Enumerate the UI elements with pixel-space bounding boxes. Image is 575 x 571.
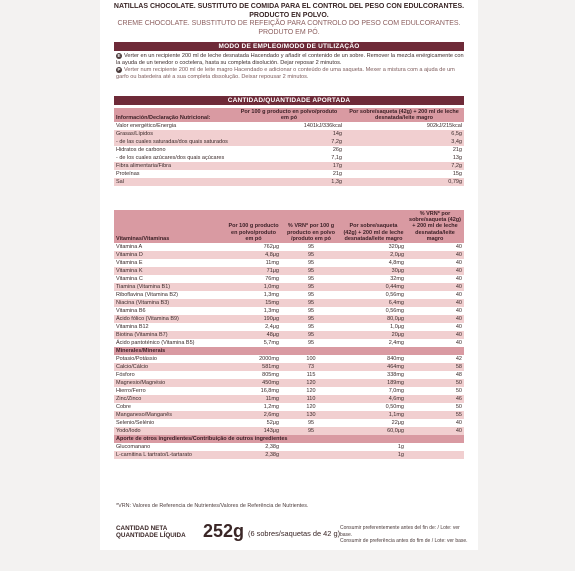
per-100g-vrn: 95: [281, 251, 341, 259]
nutrient-label: Valor energético/Energia: [116, 123, 177, 130]
per-serving-vrn: 46: [406, 395, 464, 403]
other-ingredient-row: [114, 451, 464, 459]
language-es-icon: E: [117, 53, 121, 58]
per-100g-vrn: 95: [307, 260, 315, 267]
per-serving-vrn: [406, 443, 464, 451]
per-serving-vrn: 40: [406, 315, 464, 323]
language-pt-icon: P: [117, 67, 121, 72]
per-100g-value: 52μg: [266, 420, 279, 427]
product-header: [100, 3, 478, 37]
per-serving-vrn: 40: [455, 324, 462, 331]
minerals-title: Minerales/Minerais: [114, 347, 464, 355]
nutrient-label: Vitamina B6: [116, 308, 146, 315]
per-serving-vrn: 48: [455, 372, 462, 379]
per-serving-vrn: 40: [455, 292, 462, 299]
nutrient-label: Hierro/Ferro: [116, 388, 146, 395]
per-100g-value: 16,8mg: [260, 388, 279, 395]
nutrient-label: L-carnitina L tartrato/L-tartarato: [114, 451, 226, 459]
per-serving-value: 6,5g: [344, 130, 464, 138]
nutrition-header-col1: Por 100 g producto en polvo/produto em pó: [234, 108, 344, 122]
per-100g-value: 11mg: [226, 395, 281, 403]
per-100g-value: 5,7mg: [263, 340, 279, 347]
per-serving-value: 1,1mg: [341, 411, 406, 419]
per-100g-vrn: 115: [306, 372, 316, 379]
vitamins-header-row: [114, 210, 464, 243]
per-serving-value: 3,4g: [344, 138, 464, 146]
per-100g-value: 2000mg: [259, 356, 279, 363]
vitamins-header-label: Vitaminas/Vitaminas: [114, 210, 226, 243]
per-serving-value: 0,79g: [344, 178, 464, 186]
per-serving-vrn: 50: [406, 379, 464, 387]
vitamin-row: [114, 291, 464, 299]
per-serving-value: 4,6mg: [341, 395, 406, 403]
per-100g-value: 762μg: [263, 244, 279, 251]
per-100g-value: 4,8μg: [226, 251, 281, 259]
nutrient-label: Ácido pantoténico (Vitamina B5): [116, 340, 195, 347]
per-serving-value: 320μg: [388, 244, 404, 251]
per-serving-value: 464mg: [341, 363, 406, 371]
mineral-row: [114, 355, 464, 363]
per-100g-vrn: 95: [307, 340, 315, 347]
nutrient-label: Ácido fólico (Vitamina B9): [114, 315, 226, 323]
per-serving-value: 80,0μg: [341, 315, 406, 323]
per-100g-value: 1,0mg: [226, 283, 281, 291]
per-100g-vrn: 120: [306, 404, 316, 411]
per-100g-value: 190μg: [226, 315, 281, 323]
per-serving-value: 30μg: [341, 267, 406, 275]
nutrition-row: [114, 170, 464, 178]
net-quantity-label-es: CANTIDAD NETA: [116, 525, 168, 532]
nutrient-label: Yodo/Iodo: [114, 427, 226, 435]
other-ingredient-row: [114, 443, 464, 451]
per-100g-value: 1,3mg: [263, 308, 279, 315]
vitamin-row: [114, 283, 464, 291]
per-100g-value: 1,3g: [234, 178, 344, 186]
per-100g-value: 14g: [234, 130, 344, 138]
per-serving-vrn: 40: [406, 331, 464, 339]
per-100g-vrn: 95: [281, 427, 341, 435]
per-serving-vrn: [406, 451, 464, 459]
nutrient-label: Calcio/Cálcio: [114, 363, 226, 371]
per-100g-value: 1,2mg: [263, 404, 279, 411]
per-serving-value: 60,0μg: [341, 427, 406, 435]
vitamin-row: [114, 243, 464, 251]
nutrition-row: [114, 154, 464, 162]
nutrient-label: Proteínas: [116, 171, 140, 178]
per-100g-vrn: 95: [307, 276, 315, 283]
per-100g-vrn: 95: [307, 308, 315, 315]
best-before-text: [340, 525, 470, 545]
header-es-subtitle: PRODUCTO EN POLVO.: [249, 11, 329, 19]
best-before-es: Consumir preferentemente antes del fin de: / Lote: ver base.: [340, 525, 460, 538]
per-serving-value: 13g: [452, 155, 462, 162]
nutrition-header-row: [114, 108, 464, 122]
modo-es-paragraph: [116, 53, 464, 67]
vitamin-row: [114, 323, 464, 331]
per-100g-value: 21g: [332, 171, 342, 178]
modo-es-text: Verter en un recipiente 200 ml de leche desnatada Hacendado y añadir el contenido de un sobre. Remover la mezcla enérgicamente con la ayuda de un tenedor o coctelera, hasta su completa disolución. Dejar reposar 2 minutos.: [116, 53, 464, 66]
modo-pt-text: Verter num recipiente 200 ml de leite magro Hacendado e adicionar o conteúdo de uma saqueta. Mexer a mistura com a ajuda de um garfo ou batedeira até a sua completa dissolução. Deixar repousar 2 minutos.: [116, 67, 455, 80]
per-serving-vrn: 40: [406, 251, 464, 259]
per-100g-vrn: 95: [281, 299, 341, 307]
net-quantity-label-pt: QUANTIDADE LÍQUIDA: [116, 532, 186, 540]
per-100g-value: 11mg: [265, 260, 279, 267]
per-serving-value: 1g: [397, 444, 404, 451]
nutrition-row: [114, 138, 464, 146]
vitamins-header-col3: Por sobre/saqueta (42g) + 200 ml de leche desnatada/leite magro: [341, 210, 406, 243]
nutrient-label: Biotina (Vitamina B7): [114, 331, 226, 339]
per-100g-value: 7,1g: [331, 155, 342, 162]
nutrient-label: Hidratos de carbono: [116, 147, 166, 154]
nutrition-label-card: [100, 0, 478, 550]
nutrient-label: Magnesio/Magnésio: [114, 379, 226, 387]
nutrient-label: - de las cuales saturadas/dos quais saturados: [114, 138, 234, 146]
header-pt-title: CREME CHOCOLATE. SUBSTITUTO DE REFEIÇÃO PARA CONTROLO DO PESO COM EDULCORANTES.: [117, 20, 461, 28]
vitamins-header-col2: % VRN* por 100 g producto en polvo /produto em pó: [281, 210, 341, 243]
best-before-pt: Consumir de preferência antes do fim de / Lote: ver base.: [340, 538, 468, 544]
per-serving-value: 0,56mg: [385, 308, 404, 315]
per-serving-vrn: 40: [455, 308, 462, 315]
per-100g-vrn: 95: [307, 244, 315, 251]
per-100g-value: 805mg: [262, 372, 279, 379]
vitamin-row: [114, 339, 464, 347]
mineral-row: [114, 379, 464, 387]
per-serving-vrn: 50: [455, 388, 462, 395]
net-quantity-label: [116, 525, 186, 540]
per-serving-value: 1,0μg: [390, 324, 404, 331]
per-serving-value: 6,4mg: [341, 299, 406, 307]
per-serving-value: 2,4mg: [388, 340, 404, 347]
per-100g-value: 450mg: [226, 379, 281, 387]
per-100g-value: 2,4μg: [265, 324, 279, 331]
per-100g-value: 76mg: [265, 276, 279, 283]
vrn-footnote: *VRN: Valores de Referencia de Nutrientes/Valores de Referência de Nutrientes.: [116, 503, 309, 509]
per-100g-value: 71μg: [226, 267, 281, 275]
per-serving-value: 20μg: [341, 331, 406, 339]
nutrient-label: Sal: [114, 178, 234, 186]
nutrient-label: Zinc/Zinco: [114, 395, 226, 403]
nutrient-label: Vitamina E: [116, 260, 143, 267]
per-serving-value: 15g: [452, 171, 462, 178]
per-serving-value: 189mg: [341, 379, 406, 387]
nutrition-header-label: Información/Declaração Nutricional:: [114, 108, 234, 122]
per-100g-vrn: 100: [306, 356, 316, 363]
per-serving-value: 32mg: [390, 276, 404, 283]
nutrient-label: Cobre: [116, 404, 131, 411]
per-serving-value: 0,44mg: [341, 283, 406, 291]
per-100g-vrn: 95: [281, 283, 341, 291]
per-serving-value: 0,56mg: [385, 292, 404, 299]
per-serving-vrn: 40: [406, 427, 464, 435]
per-100g-vrn: 95: [307, 324, 315, 331]
per-serving-value: 338mg: [387, 372, 404, 379]
other-ingredients-title: Aporte de otros ingredientes/Contribuição de outros ingredientes: [114, 435, 464, 443]
modo-empleo-text: [116, 53, 464, 81]
per-100g-vrn: 110: [281, 395, 341, 403]
vitamin-row: [114, 251, 464, 259]
per-serving-vrn: 40: [406, 299, 464, 307]
per-100g-vrn: 130: [281, 411, 341, 419]
nutrient-label: Fósforo: [116, 372, 135, 379]
per-serving-vrn: 55: [406, 411, 464, 419]
per-100g-vrn: 120: [281, 379, 341, 387]
per-serving-vrn: 42: [455, 356, 462, 363]
net-quantity-value: 252g: [203, 521, 245, 541]
per-serving-value: 840mg: [387, 356, 404, 363]
per-100g-vrn: [281, 443, 341, 451]
mineral-row: [114, 403, 464, 411]
per-serving-vrn: 58: [406, 363, 464, 371]
nutrient-label: Vitamina D: [114, 251, 226, 259]
nutrition-row: [114, 162, 464, 170]
mineral-row: [114, 411, 464, 419]
vitamin-row: [114, 299, 464, 307]
per-100g-vrn: 95: [307, 292, 315, 299]
vitamin-row: [114, 259, 464, 267]
modo-empleo-title: MODO DE EMPLEO/MODO DE UTILIZAÇÃO: [114, 42, 464, 51]
vitamins-table: [114, 210, 464, 459]
vitamin-row: [114, 267, 464, 275]
cantidad-title: CANTIDAD/QUANTIDADE APORTADA: [114, 96, 464, 105]
net-quantity-footer: [114, 520, 468, 544]
per-serving-value: 902kJ/215kcal: [426, 123, 462, 130]
nutrient-label: Potasio/Potássio: [116, 356, 157, 363]
per-100g-vrn: 120: [306, 388, 316, 395]
per-100g-value: 581mg: [226, 363, 281, 371]
per-serving-value: 7,0mg: [388, 388, 404, 395]
nutrient-label: Fibra alimentaria/Fibra: [114, 162, 234, 170]
nutrition-table: [114, 108, 464, 186]
per-serving-vrn: 40: [455, 260, 462, 267]
per-serving-value: 0,50mg: [385, 404, 404, 411]
per-100g-vrn: 73: [281, 363, 341, 371]
nutrition-header-col2: Por sobre/saqueta (42g) + 200 ml de leche desnatada/leite magro: [344, 108, 464, 122]
per-100g-value: 17g: [234, 162, 344, 170]
header-pt-subtitle: PRODUTO EM PÓ.: [258, 28, 320, 36]
vitamin-row: [114, 331, 464, 339]
per-serving-value: 7,2g: [344, 162, 464, 170]
mineral-row: [114, 427, 464, 435]
nutrient-label: Selenio/Selénio: [116, 420, 155, 427]
per-100g-value: 143μg: [226, 427, 281, 435]
vitamin-row: [114, 307, 464, 315]
nutrition-row: [114, 130, 464, 138]
mineral-row: [114, 371, 464, 379]
per-serving-vrn: 40: [406, 267, 464, 275]
per-100g-vrn: [281, 451, 341, 459]
mineral-row: [114, 419, 464, 427]
nutrient-label: Riboflavina (Vitamina B2): [116, 292, 178, 299]
mineral-row: [114, 363, 464, 371]
per-serving-value: 1g: [341, 451, 406, 459]
vitamins-header-col1: Por 100 g producto en polvo/produto em pó: [226, 210, 281, 243]
per-serving-value: 4,8mg: [388, 260, 404, 267]
mineral-row: [114, 395, 464, 403]
per-serving-vrn: 40: [406, 283, 464, 291]
mineral-row: [114, 387, 464, 395]
per-100g-vrn: 95: [281, 331, 341, 339]
minerals-header-row: [114, 347, 464, 355]
modo-pt-paragraph: [116, 67, 464, 81]
per-100g-value: 2,38g: [226, 451, 281, 459]
per-100g-value: 1,3mg: [263, 292, 279, 299]
nutrient-label: Niacina (Vitamina B3): [114, 299, 226, 307]
per-serving-vrn: 40: [455, 276, 462, 283]
per-100g-value: 2,38g: [265, 444, 279, 451]
net-quantity-sachets: (6 sobres/saquetas de 42 g): [248, 529, 341, 538]
vitamin-row: [114, 315, 464, 323]
nutrient-label: Grasas/Lípidos: [114, 130, 234, 138]
nutrient-label: Tiamina (Vitamina B1): [114, 283, 226, 291]
nutrient-label: Manganeso/Manganês: [114, 411, 226, 419]
per-serving-vrn: 40: [455, 244, 462, 251]
per-serving-value: 22μg: [391, 420, 404, 427]
per-100g-value: 26g: [332, 147, 342, 154]
vitamin-row: [114, 275, 464, 283]
per-100g-vrn: 95: [307, 420, 315, 427]
per-100g-value: 2,6mg: [226, 411, 281, 419]
nutrient-label: Glucomanano: [116, 444, 151, 451]
nutrient-label: Vitamina K: [114, 267, 226, 275]
nutrient-label: Vitamina B12: [116, 324, 149, 331]
per-serving-value: 2,0μg: [341, 251, 406, 259]
per-100g-value: 1401kJ/336kcal: [303, 123, 342, 130]
nutrient-label: - de los cuales azúcares/dos quais açúcares: [116, 155, 225, 162]
per-100g-vrn: 95: [281, 315, 341, 323]
other-ingredients-header-row: [114, 435, 464, 443]
nutrition-row: [114, 122, 464, 130]
nutrition-row: [114, 146, 464, 154]
vitamins-header-col4: % VRN* por sobre/saqueta (42g) + 200 ml de leche desnatada/leite magro: [406, 210, 464, 243]
nutrition-row: [114, 178, 464, 186]
per-100g-value: 15mg: [226, 299, 281, 307]
per-serving-vrn: 50: [455, 404, 462, 411]
nutrient-label: Vitamina A: [116, 244, 143, 251]
per-serving-vrn: 40: [455, 420, 462, 427]
header-es-title: NATILLAS CHOCOLATE. SUSTITUTO DE COMIDA PARA EL CONTROL DEL PESO CON EDULCORANTES.: [113, 3, 465, 10]
per-100g-value: 48μg: [226, 331, 281, 339]
per-serving-vrn: 40: [455, 340, 462, 347]
per-100g-value: 7,2g: [234, 138, 344, 146]
per-serving-value: 21g: [452, 147, 462, 154]
nutrient-label: Vitamina C: [116, 276, 143, 283]
per-100g-vrn: 95: [281, 267, 341, 275]
